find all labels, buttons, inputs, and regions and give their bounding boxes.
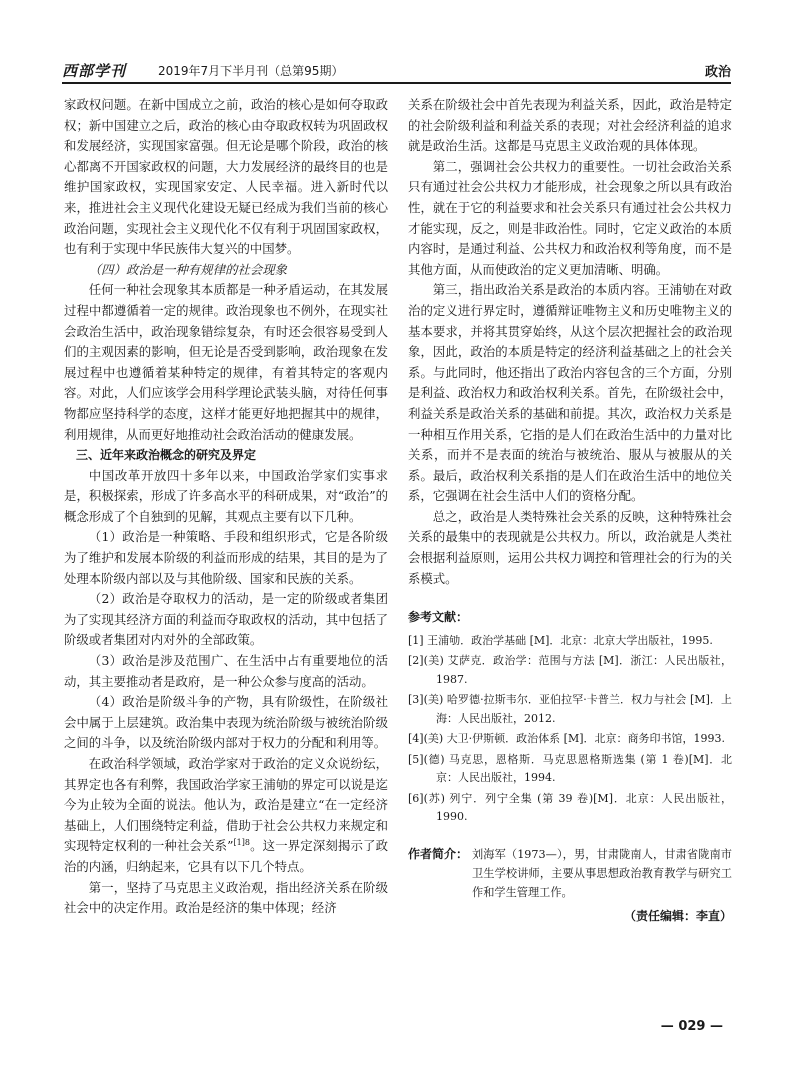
paragraph: 总之，政治是人类特殊社会关系的反映，这种特殊社会关系的最集中的表现就是公共权力。所以，政治就是人类社会根据利益原则，运用公共权力调控和管理社会的行为的关系模式。	[408, 508, 732, 586]
author-bio-text: 刘海军（1973—），男，甘肃陇南人，甘肃省陇南市卫生学校讲师，主要从事思想政治教育教学与研究工作和学生管理工作。	[472, 847, 732, 899]
author-bio	[408, 845, 732, 902]
section-title: 政治	[704, 65, 731, 80]
header-rule	[62, 82, 731, 84]
journal-logo: 西部学刊	[62, 62, 127, 80]
paragraph-text: 。这一界定深刻揭示了政治的内涵，归纳起来，它具有以下几个特点。	[64, 838, 389, 874]
paragraph: 第三，指出政治关系是政治的本质内容。王浦劬在对政治的定义进行界定时，遵循辩证唯物主义和历史唯物主义的基本要求，并将其贯穿始终，从这个层次把握社会的政治现象，因此，政治的本质是特定的经济利益基础之上的社会关系。与此同时，他还指出了政治内容包含的三个方面，分别是利益、政治权力和政治权利关系。首先，在阶级社会中，利益关系是政治关系的基础和前提。其次，政治权力关系是一种相互作用关系，它指的是人们在政治生活中的力量对比关系，而并不是表面的统治与被统治、服从与被服从的关系。最后，政治权利关系指的是人们在政治生活中的地位关系，它强调在社会生活中人们的资格分配。	[408, 282, 732, 504]
responsible-editor: （责任编辑：李直）	[623, 908, 732, 923]
section-heading: 三、近年来政治概念的研究及界定	[76, 448, 257, 463]
reference-item: [4](美) 大卫·伊斯顿．政治体系 [M]．北京：商务印书馆，1993.	[408, 732, 725, 746]
reference-item: [5](德) 马克思，恩格斯．马克思恩格斯选集 (第 1 卷)[M]．北京：人民出版社，1994.	[408, 752, 732, 785]
reference-item: [3](美) 哈罗德·拉斯韦尔．亚伯拉罕·卡普兰．权力与社会 [M]．上海：人民出版社，2012.	[408, 693, 732, 725]
paragraph: （3）政治是涉及范围广、在生活中占有重要地位的活动，其主要推动者是政府，是一种公众参与度高的活动。	[64, 653, 388, 689]
paragraph: 关系在阶级社会中首先表现为利益关系，因此，政治是特定的社会阶级利益和利益关系的表现；对社会经济利益的追求就是政治生活。这都是马克思主义政治观的具体体现。	[408, 97, 732, 154]
references-title: 参考文献：	[408, 610, 469, 625]
paragraph-text: 在政治科学领域，政治学家对于政治的定义众说纷纭，其界定也各有利弊，我国政治学家王浦劬的界定可以说是迄今为止较为全面的说法。他认为，政治是建立“在一定经济基础上，人们围绕特定利益，借助于社会公共权力来规定和实现特定权利的一种社会关系”	[64, 756, 388, 854]
paragraph: 中国改革开放四十多年以来，中国政治学家们实事求是，积极探索，形成了许多高水平的科研成果，对“政治”的概念形成了个自独到的见解，其观点主要有以下几种。	[64, 467, 388, 524]
page-number: — 029 —	[660, 1019, 723, 1034]
paragraph: 第一，坚持了马克思主义政治观，指出经济关系在阶级社会中的决定作用。政治是经济的集中体现；经济	[64, 879, 388, 916]
paragraph: （1）政治是一种策略、手段和组织形式，它是各阶级为了维护和发展本阶级的利益而形成的结果，其目的是为了处理本阶级内部以及与其他阶级、国家和民族的关系。	[64, 529, 388, 586]
author-bio-label: 作者简介：	[408, 846, 469, 861]
reference-item: [2](美) 艾萨克．政治学：范围与方法 [M]．浙江：人民出版社，1987.	[408, 654, 732, 686]
references-list	[408, 632, 732, 827]
issue-info: 2019年7月下半月刊（总第95期）	[158, 64, 344, 78]
paragraph-with-citation	[64, 754, 388, 878]
reference-item: [1] 王浦劬．政治学基础 [M]．北京：北京大学出版社，1995.	[408, 633, 713, 647]
paragraph: 任何一种社会现象其本质都是一种矛盾运动，在其发展过程中都遵循着一定的规律。政治现象也不例外，在现实社会政治生活中，政治现象错综复杂，有时还会很容易受到人们的主观因素的影响，但无论是否受到影响，政治现象在发展过程中也遵循着某种特定的规律，有着其特定的客观内容。对此，人们应该学会用科学理论武装头脑，对待任何事物都应坚持科学的态度，这样才能更好地把握其中的规律，利用规律，从而更好地推动社会政治活动的健康发展。	[64, 282, 388, 442]
paragraph: （2）政治是夺取权力的活动，是一定的阶级或者集团为了实现其经济方面的利益而夺取政权的活动，其中包括了阶级或者集团对内对外的全部政策。	[64, 591, 388, 648]
subsection-heading: （四）政治是一种有规律的社会现象	[88, 261, 288, 277]
paragraph: 家政权问题。在新中国成立之前，政治的核心是如何夺取政权；新中国建立之后，政治的核心由夺取政权转为巩固政权和发展经济，实现国家富强。但无论是哪个阶段，政治的核心都离不开国家政权的问题，大力发展经济的最终目的也是维护国家政权，实现国家安定、人民幸福。进入新时代以来，推进社会主义现代化建设无疑已经成为我们当前的核心政治问题，实现社会主义现代化不仅有利于巩固国家政权，也有利于实现中华民族伟大复兴的中国梦。	[64, 97, 388, 257]
citation-mark: [1]8	[233, 838, 250, 848]
paragraph: （4）政治是阶级斗争的产物，具有阶级性，在阶级社会中属于上层建筑。政治集中表现为统治阶级与被统治阶级之间的斗争，以及统治阶级内部对于权力的分配和利用等。	[64, 694, 388, 751]
reference-item: [6](苏) 列宁．列宁全集 (第 39 卷)[M]．北京：人民出版社，1990.	[408, 791, 732, 824]
page-header	[62, 56, 731, 82]
right-column	[408, 95, 732, 926]
left-column	[64, 95, 388, 919]
paragraph: 第二，强调社会公共权力的重要性。一切社会政治关系只有通过社会公共权力才能形成，社会现象之所以具有政治性，就在于它的利益要求和社会关系只有通过社会公共权力才能实现，反之，则是非政治性。同时，它定义政治的本质内容时，是通过利益、公共权力和政治权利等角度，而不是其他方面，从而使政治的定义更加清晰、明确。	[408, 158, 732, 277]
